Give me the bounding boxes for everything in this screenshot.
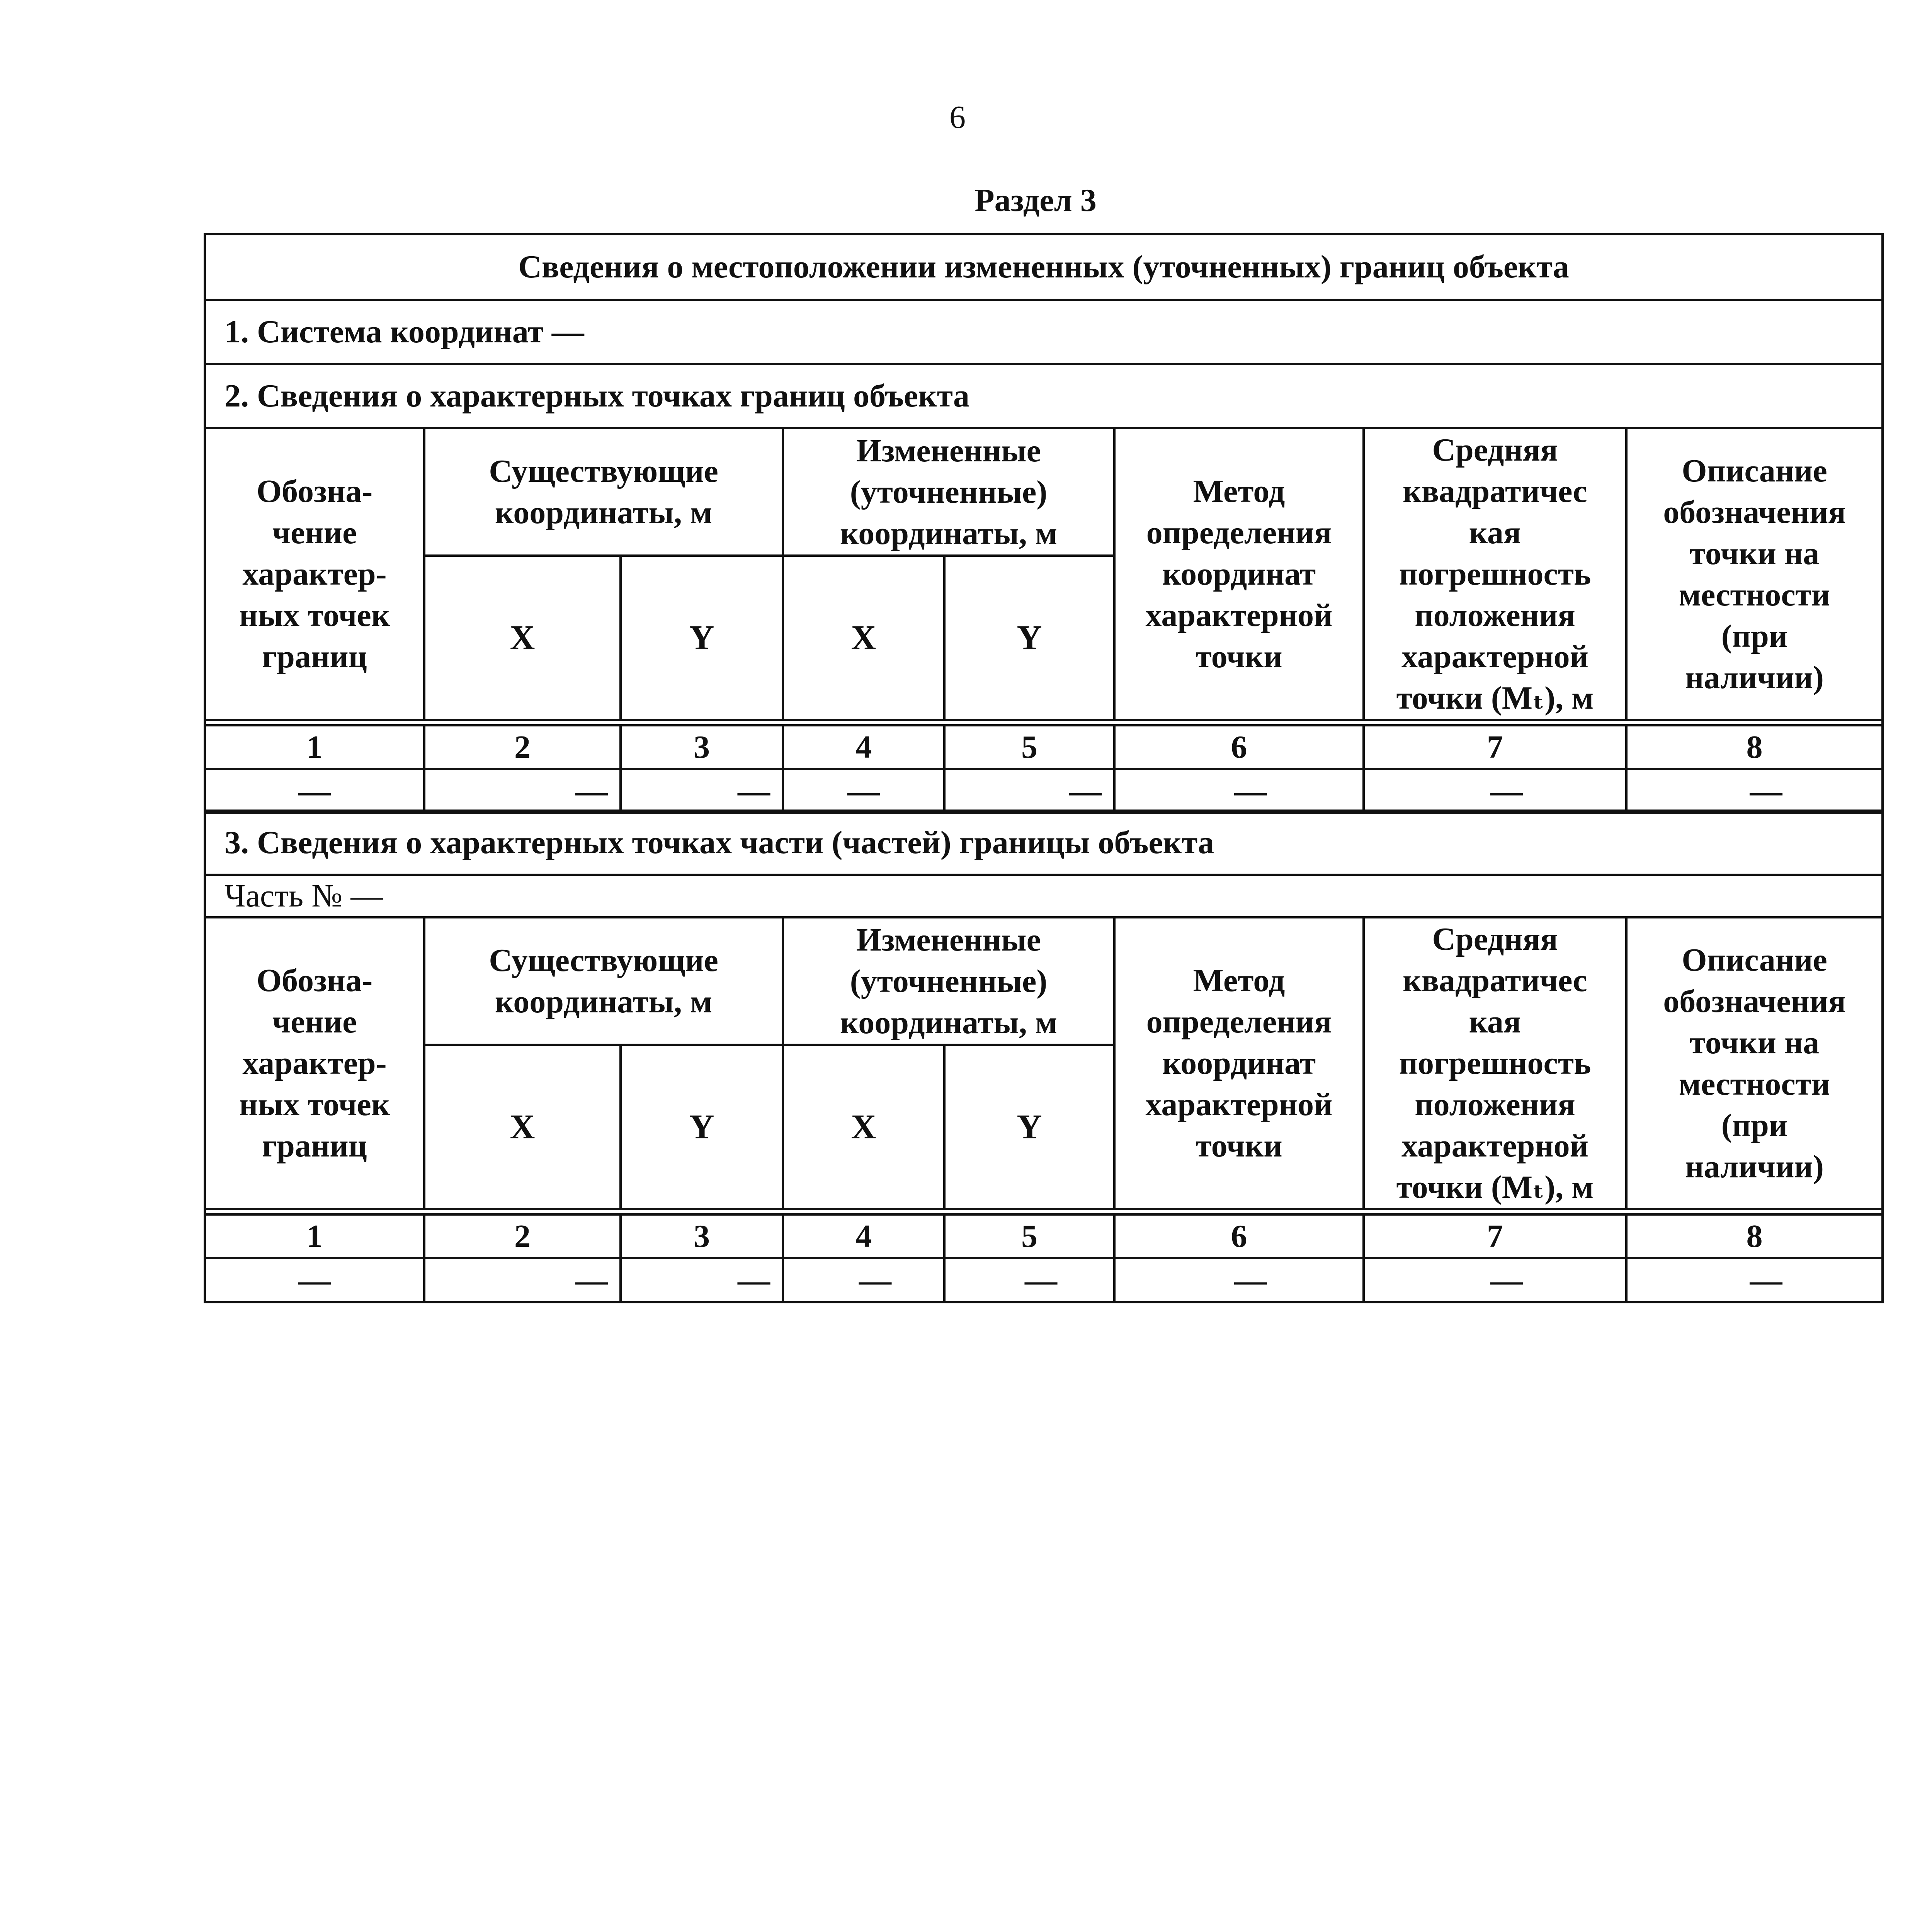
header-existing-y: Y — [621, 1045, 783, 1209]
header-existing-coordinates: Существующие координаты, м — [424, 428, 783, 556]
header-changed-x: X — [783, 556, 944, 720]
header-changed-x: X — [783, 1045, 944, 1209]
cell-dash: — — [621, 1258, 783, 1301]
column-number: 5 — [944, 725, 1114, 769]
cell-dash: — — [1626, 769, 1881, 812]
section-3-block — [204, 810, 1884, 1303]
header-method: Метод определения координат характерной точки — [1114, 428, 1364, 720]
part-points-title-line: 3. Сведения о характерных точках части (частей) границы объекта — [206, 812, 1881, 876]
column-number: 8 — [1626, 1214, 1881, 1258]
header-existing-y: Y — [621, 556, 783, 720]
cell-dash: — — [206, 769, 424, 812]
header-existing-x: X — [424, 1045, 621, 1209]
header-description: Описание обозначения точки на местности (при наличии) — [1626, 917, 1881, 1209]
header-existing-x: X — [424, 556, 621, 720]
points-table — [206, 427, 1881, 812]
cell-dash: — — [621, 769, 783, 812]
header-changed-y: Y — [944, 1045, 1114, 1209]
column-number: 4 — [783, 725, 944, 769]
header-changed-coordinates: Измененные (уточненные) координаты, м — [783, 428, 1114, 556]
column-number: 7 — [1364, 1214, 1626, 1258]
header-changed-coordinates: Измененные (уточненные) координаты, м — [783, 917, 1114, 1045]
block-header: Сведения о местоположении измененных (уточненных) границ объекта — [206, 235, 1881, 301]
header-point-designation: Обозна- чение характер- ных точек границ — [206, 917, 424, 1209]
column-number: 3 — [621, 1214, 783, 1258]
column-number: 4 — [783, 1214, 944, 1258]
coordinate-system-line: 1. Система координат — — [206, 301, 1881, 365]
column-number: 6 — [1114, 725, 1364, 769]
column-number: 5 — [944, 1214, 1114, 1258]
section-title: Раздел 3 — [975, 182, 1097, 218]
cell-dash: — — [1364, 1258, 1626, 1301]
cell-dash: — — [783, 1258, 944, 1301]
part-number-line: Часть № — — [224, 878, 383, 914]
header-existing-coordinates: Существующие координаты, м — [424, 917, 783, 1045]
header-mean-error: Средняя квадратичес кая погрешность положения характерной точки (Mₜ), м — [1364, 428, 1626, 720]
cell-dash: — — [1114, 769, 1364, 812]
header-point-designation: Обозна- чение характер- ных точек границ — [206, 428, 424, 720]
column-number: 7 — [1364, 725, 1626, 769]
cell-dash: — — [206, 1258, 424, 1301]
part-points-table — [206, 916, 1881, 1301]
cell-dash: — — [424, 1258, 621, 1301]
table-row — [206, 769, 1881, 812]
column-number: 6 — [1114, 1214, 1364, 1258]
column-number: 3 — [621, 725, 783, 769]
column-number: 1 — [206, 725, 424, 769]
table-row — [206, 1258, 1881, 1301]
points-title-line: 2. Сведения о характерных точках границ объекта — [224, 378, 969, 414]
column-number: 2 — [424, 1214, 621, 1258]
cell-dash: — — [1364, 769, 1626, 812]
column-number: 8 — [1626, 725, 1881, 769]
cell-dash: — — [1626, 1258, 1881, 1301]
header-method: Метод определения координат характерной точки — [1114, 917, 1364, 1209]
section-2-block — [204, 233, 1884, 814]
header-changed-y: Y — [944, 556, 1114, 720]
page-number: 6 — [949, 99, 966, 135]
header-description: Описание обозначения точки на местности (при наличии) — [1626, 428, 1881, 720]
cell-dash: — — [944, 1258, 1114, 1301]
column-number: 1 — [206, 1214, 424, 1258]
cell-dash: — — [944, 769, 1114, 812]
cell-dash: — — [783, 769, 944, 812]
cell-dash: — — [1114, 1258, 1364, 1301]
cell-dash: — — [424, 769, 621, 812]
column-number: 2 — [424, 725, 621, 769]
header-mean-error: Средняя квадратичес кая погрешность положения характерной точки (Mₜ), м — [1364, 917, 1626, 1209]
